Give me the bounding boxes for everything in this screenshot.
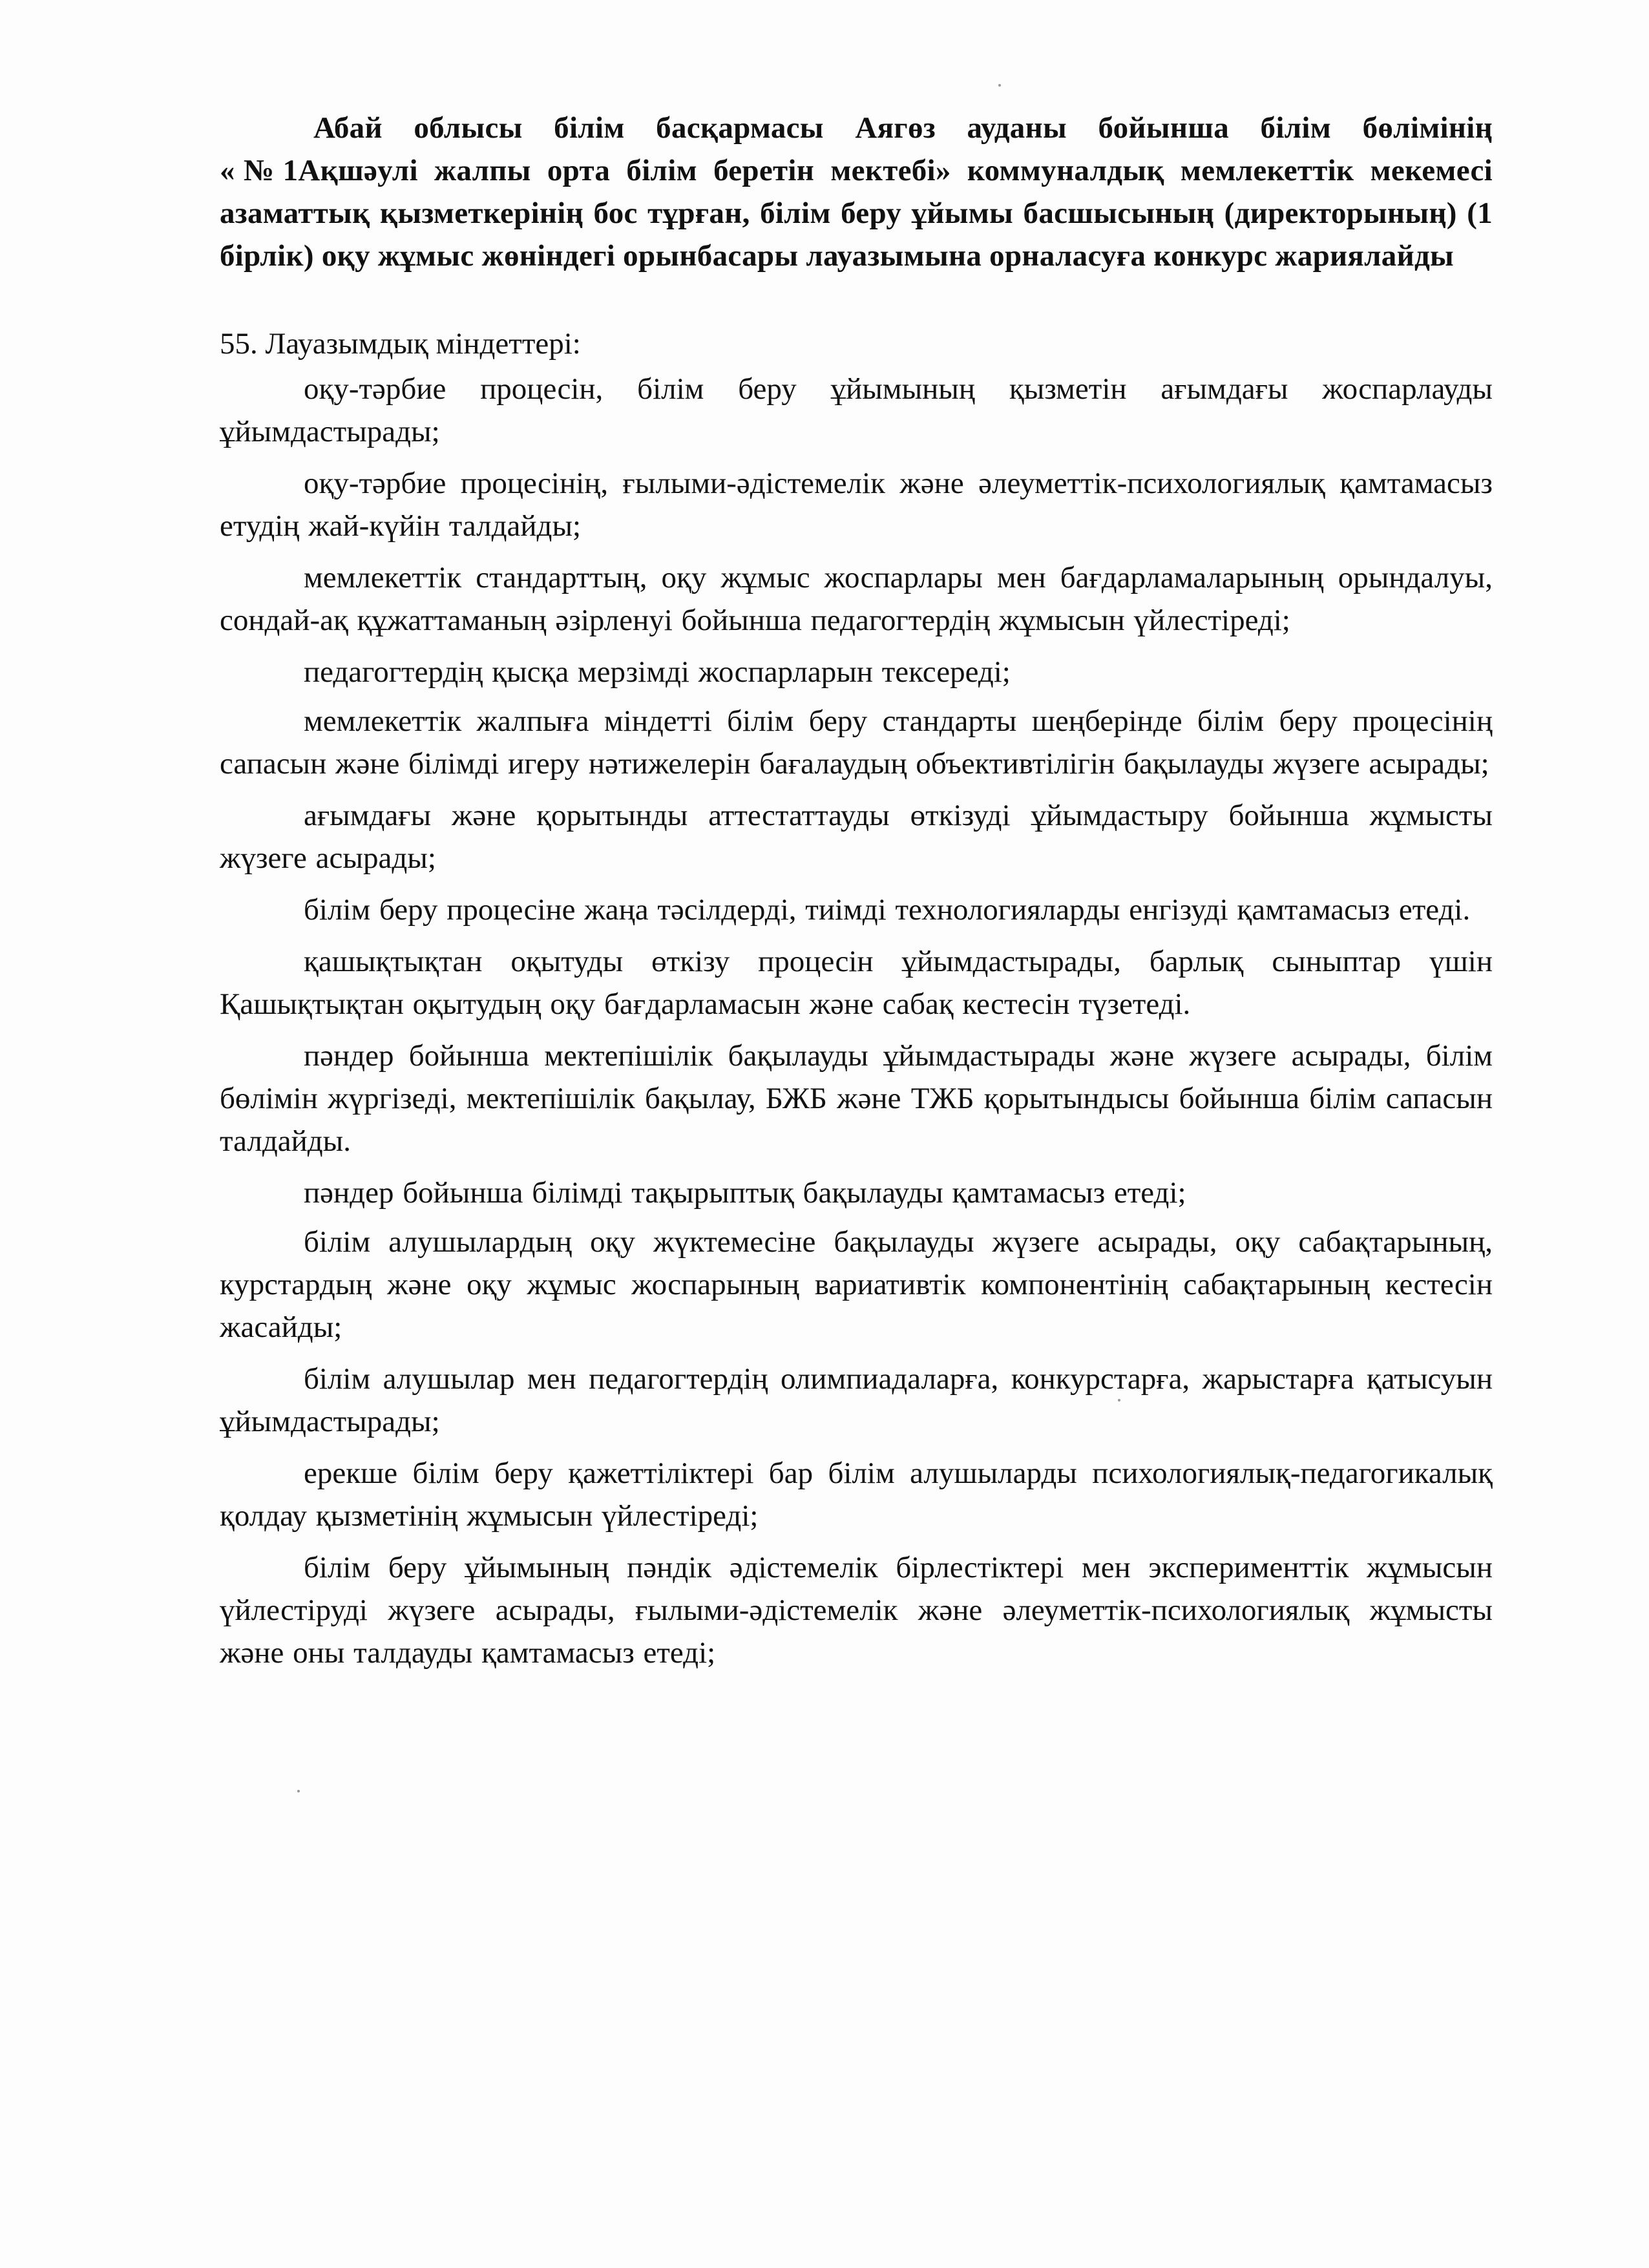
duty-item: ерекше білім беру қажеттіліктері бар білім алушыларды психологиялық-педагогикалық қолдау қызметінің жұмысын үйлестіреді; (220, 1456, 1493, 1533)
duty-item: қашықтықтан оқытуды өткізу процесін ұйымдастырады, барлық сыныптар үшін Қашықтықтан оқытудың оқу бағдарламасын және сабақ кестесін түзетеді. (220, 945, 1493, 1021)
duty-item: білім беру процесіне жаңа тәсілдерді, тиімді технологияларды енгізуді қамтамасыз етеді. (304, 893, 1471, 927)
duty-item: мемлекеттік жалпыға міндетті білім беру стандарты шеңберінде білім беру процесінің сапасын және білімді игеру нәтижелерін бағалаудың объективтілігін бақылауды жүзеге асырады; (220, 704, 1493, 781)
document-body (220, 107, 1493, 1683)
duty-item: білім алушылардың оқу жүктемесіне бақылауды жүзеге асырады, оқу сабақтарының, курстардың және оқу жұмыс жоспарының вариативтік компонентінің сабақтарының кестесін жасайды; (220, 1225, 1493, 1344)
announcement-heading: Абай облысы білім басқармасы Аягөз ауданы бойынша білім бөлімінің «№1Ақшәулі жалпы орта білім беретін мектебі» коммуналдық мемлекеттік мекемесі азаматтық қызметкерінің бос тұрған, білім беру ұйымы басшысының (директорының) (1 бірлік) оқу жұмыс жөніндегі орынбасары лауазымына орналасуға конкурс жариялайды (220, 111, 1493, 273)
duty-item: педагогтердің қысқа мерзімді жоспарларын тексереді; (304, 655, 1011, 689)
duty-item: оқу-тәрбие процесінің, ғылыми-әдістемелік және әлеуметтік-психологиялық қамтамасыз етудің жай-күйін талдайды; (220, 467, 1493, 543)
duty-item: мемлекеттік стандарттың, оқу жұмыс жоспарлары мен бағдарламаларының орындалуы, сондай-ақ құжаттаманың әзірленуі бойынша педагогтердің жұмысын үйлестіреді; (220, 561, 1493, 637)
duty-item: білім алушылар мен педагогтердің олимпиадаларға, конкурстарға, жарыстарға қатысуын ұйымдастырады; (220, 1362, 1493, 1438)
scan-speck (297, 1790, 300, 1792)
scan-speck (998, 84, 1001, 87)
section-title: 55. Лауазымдық міндеттері: (220, 327, 581, 361)
duty-item: пәндер бойынша мектепішілік бақылауды ұйымдастырады және жүзеге асырады, білім бөлімін жүргізеді, мектепішілік бақылау, БЖБ және ТЖБ қорытындысы бойынша білім сапасын талдайды. (220, 1039, 1493, 1158)
duty-item: ағымдағы және қорытынды аттестаттауды өткізуді ұйымдастыру бойынша жұмысты жүзеге асырады; (220, 799, 1493, 875)
duty-item: білім беру ұйымының пәндік әдістемелік бірлестіктері мен эксперименттік жұмысын үйлестіруді жүзеге асырады, ғылыми-әдістемелік және әлеуметтік-психологиялық жұмысты және оны талдауды қамтамасыз етеді; (220, 1551, 1493, 1670)
duty-item: пәндер бойынша білімді тақырыптық бақылауды қамтамасыз етеді; (304, 1176, 1186, 1210)
duty-item: оқу-тәрбие процесін, білім беру ұйымының қызметін ағымдағы жоспарлауды ұйымдастырады; (220, 372, 1493, 448)
